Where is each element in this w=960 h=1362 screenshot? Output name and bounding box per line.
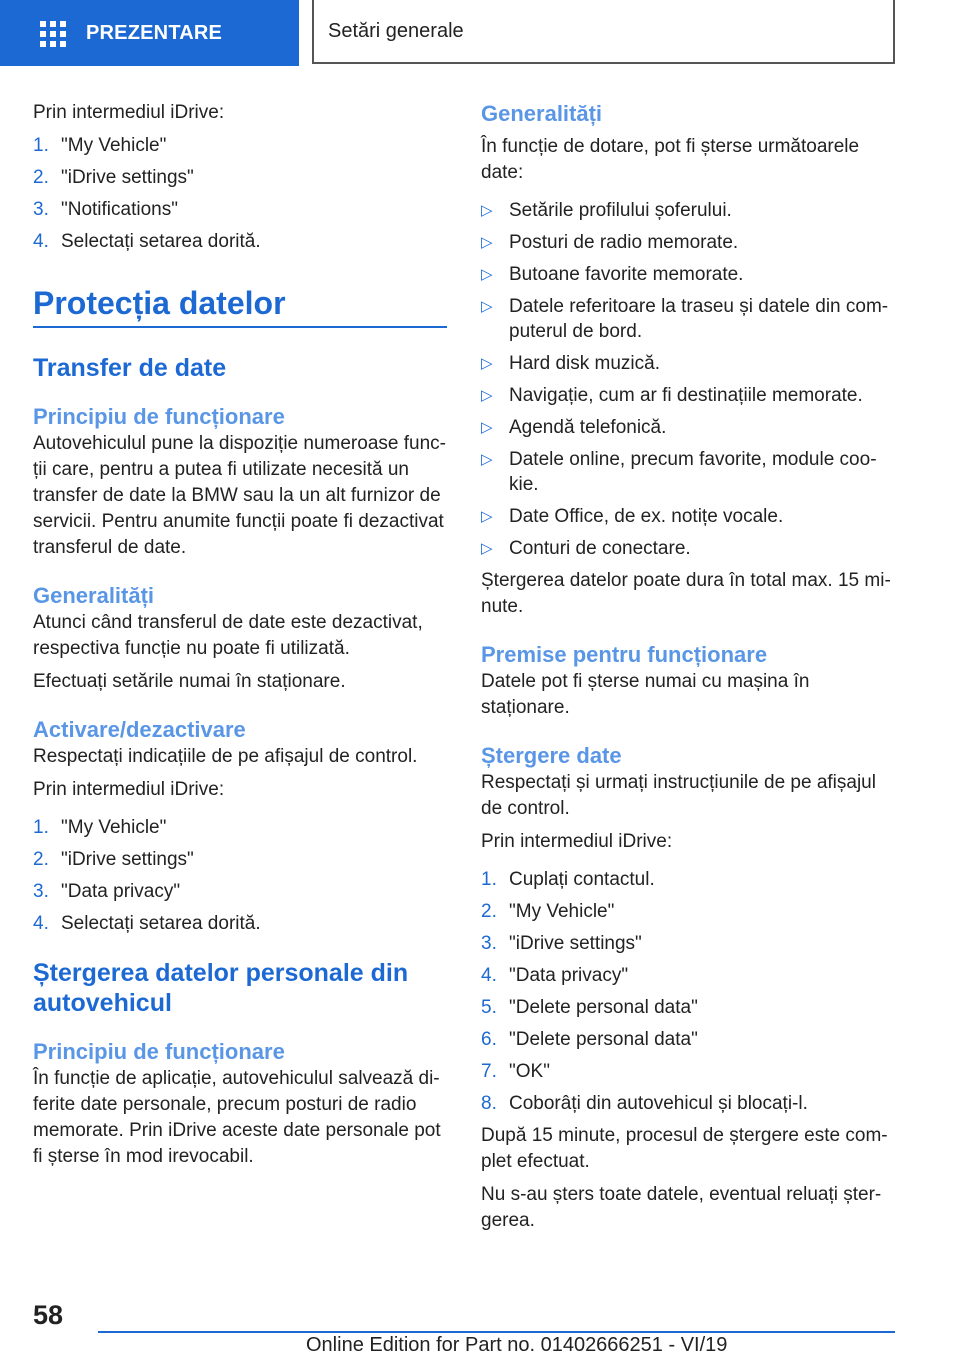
- duration-text: Ștergerea datelor poate dura în total max. 15 mi-nute.: [481, 570, 891, 617]
- notification-steps: [33, 133, 447, 254]
- delete-data-text: Respectați și urmați instrucțiunile de pe afișajul de control.: [481, 772, 876, 819]
- left-column: [33, 100, 447, 1177]
- footer-divider: [98, 1331, 895, 1333]
- list-item: 3. "Data privacy": [33, 881, 181, 902]
- principle-heading: Principiu de funcționare: [33, 404, 285, 429]
- edition-footer: Online Edition for Part no. 01402666251 - VI/19: [306, 1334, 728, 1356]
- general-heading-right: Generalități: [481, 101, 603, 126]
- list-item: 4. "Data privacy": [481, 965, 629, 986]
- general-heading: Generalități: [33, 583, 155, 608]
- grid-menu-icon: [40, 21, 66, 45]
- list-item: 6. "Delete personal data": [481, 1029, 698, 1050]
- list-item: ▷ Agendă telefonică.: [481, 417, 667, 438]
- list-item: 5. "Delete personal data": [481, 997, 698, 1018]
- list-item: 1. "My Vehicle": [33, 135, 167, 156]
- data-transfer-heading: Transfer de date: [33, 354, 227, 382]
- delete-personal-data-heading: Ștergerea datelor personale din autovehicul: [33, 959, 409, 1017]
- list-item: ▷ Date Office, de ex. notițe vocale.: [481, 506, 784, 527]
- idrive-intro-right: Prin intermediul iDrive:: [481, 831, 673, 852]
- list-item: 2. "My Vehicle": [481, 901, 615, 922]
- activation-heading: Activare/dezactivare: [33, 717, 246, 742]
- general-text-2: Efectuați setările numai în staționare.: [33, 671, 346, 692]
- right-column: [481, 100, 893, 1241]
- list-item: ▷ Datele online, precum favorite, module coo-kie.: [481, 449, 877, 495]
- prerequisites-heading: Premise pentru funcționare: [481, 642, 768, 667]
- list-item: 2. "iDrive settings": [33, 167, 194, 188]
- list-item: ▷ Hard disk muzică.: [481, 353, 660, 374]
- list-item: 1. Cuplați contactul.: [481, 869, 655, 890]
- list-item: 1. "My Vehicle": [33, 817, 167, 838]
- idrive-intro-2: Prin intermediul iDrive:: [33, 779, 225, 800]
- top-bar: [0, 0, 960, 66]
- delete-data-heading: Ștergere date: [481, 743, 622, 768]
- data-protection-heading-block: [33, 284, 447, 328]
- list-item: 3. "iDrive settings": [481, 933, 642, 954]
- deletable-data-list: [481, 198, 893, 561]
- list-item: ▷ Butoane favorite memorate.: [481, 264, 744, 285]
- list-item: 7. "OK": [481, 1061, 550, 1082]
- list-item: 4. Selectați setarea dorită.: [33, 231, 261, 252]
- list-item: 2. "iDrive settings": [33, 849, 194, 870]
- prerequisites-text: Datele pot fi șterse numai cu mașina în staționare.: [481, 671, 810, 718]
- list-item: 8. Coborâți din autovehicul și blocați-l.: [481, 1093, 808, 1114]
- list-item: ▷ Setările profilului șoferului.: [481, 200, 732, 221]
- list-item: ▷ Conturi de conectare.: [481, 538, 691, 559]
- overview-nav-label: PREZENTARE: [86, 21, 223, 44]
- activation-text: Respectați indicațiile de pe afișajul de control.: [33, 746, 418, 767]
- list-item: 4. Selectați setarea dorită.: [33, 913, 261, 934]
- list-item: ▷ Datele referitoare la traseu și datele din com-puterul de bord.: [481, 296, 889, 342]
- list-item: ▷ Posturi de radio memorate.: [481, 232, 739, 253]
- completion-text: După 15 minute, procesul de ștergere este com-plet efectuat.: [481, 1125, 888, 1172]
- section-title: Setări generale: [312, 0, 895, 64]
- list-item: ▷ Navigație, cum ar fi destinațiile memorate.: [481, 385, 863, 406]
- principle-text: Autovehiculul pune la dispoziție numeroase func-ții care, pentru a putea fi utilizate necesită un transfer de date la BMW sau la un alt furnizor de servicii. Pentru anumite funcții poate fi dezactivat transferul de date.: [33, 433, 446, 558]
- general-text-1: Atunci când transferul de date este dezactivat, respectiva funcție nu poate fi utilizată.: [33, 612, 423, 659]
- retry-text: Nu s-au șters toate datele, eventual reluați șter-gerea.: [481, 1184, 882, 1231]
- data-privacy-steps: [33, 815, 447, 936]
- principle-heading-2: Principiu de funcționare: [33, 1039, 285, 1064]
- principle-text-2: În funcție de aplicație, autovehiculul salvează di-ferite date personale, precum posturi de radio memorate. Prin iDrive aceste date personale pot fi șterse în mod irevocabil.: [33, 1068, 441, 1167]
- data-protection-heading: Protecția datelor: [33, 285, 286, 321]
- page-number: 58: [33, 1300, 64, 1330]
- idrive-intro: Prin intermediul iDrive:: [33, 102, 225, 123]
- delete-steps: [481, 867, 893, 1116]
- overview-nav-button[interactable]: [0, 0, 299, 66]
- list-item: 3. "Notifications": [33, 199, 178, 220]
- general-text-right: În funcție de dotare, pot fi șterse următoarele date:: [481, 136, 860, 183]
